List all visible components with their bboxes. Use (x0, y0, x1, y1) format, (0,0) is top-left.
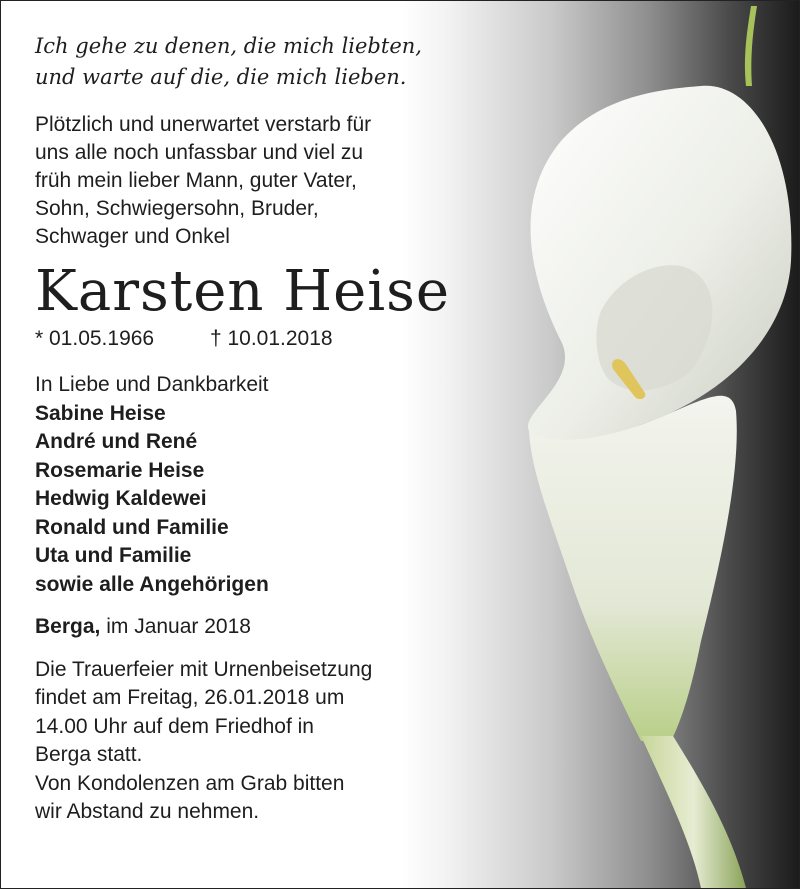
notice-line: Die Trauerfeier mit Urnenbeisetzung (35, 657, 373, 681)
quote (35, 31, 495, 93)
quote-line-1: Ich gehe zu denen, die mich liebten, (35, 34, 422, 58)
mourner-name: Uta und Familie (35, 544, 192, 567)
deceased-name: Karsten Heise (35, 259, 451, 324)
intro-line: uns alle noch unfassbar und viel zu (35, 141, 364, 164)
mourners-heading: In Liebe und Dankbarkeit (35, 373, 269, 396)
intro-line: Plötzlich und unerwartet verstarb für (35, 113, 372, 136)
flower-body (529, 396, 737, 741)
birth-date: * 01.05.1966 (35, 327, 155, 350)
funeral-notice (35, 656, 495, 827)
mourners-block (35, 371, 495, 599)
mourner-name: Hedwig Kaldewei (35, 487, 207, 510)
place-town: Berga, (35, 615, 101, 638)
notice-line: 14.00 Uhr auf dem Friedhof in (35, 714, 314, 738)
text-column (35, 31, 495, 827)
flower-petal (528, 86, 791, 442)
place-date (35, 613, 495, 642)
notice-line: wir Abstand zu nehmen. (35, 800, 260, 823)
notice-line: Von Kondolenzen am Grab bitten (35, 771, 345, 795)
mourner-name: Ronald und Familie (35, 515, 229, 539)
intro-line: Schwager und Onkel (35, 225, 230, 248)
intro-text (35, 111, 495, 251)
life-dates (35, 325, 495, 353)
mourner-name: Rosemarie Heise (35, 458, 205, 482)
intro-line: Sohn, Schwiegersohn, Bruder, (35, 197, 319, 220)
flower-stem-bottom (641, 736, 746, 888)
mourner-name: Sabine Heise (35, 401, 166, 425)
intro-line: früh mein lieber Mann, guter Vater, (35, 169, 357, 192)
place-month: im Januar 2018 (106, 615, 251, 638)
notice-line: Berga statt. (35, 743, 143, 766)
death-date: † 10.01.2018 (209, 327, 333, 350)
flower-stem-top (745, 6, 757, 86)
mourner-name: André und René (35, 430, 198, 453)
mourner-name: sowie alle Angehörigen (35, 572, 269, 596)
notice-line: findet am Freitag, 26.01.2018 um (35, 686, 345, 709)
quote-line-2: und warte auf die, die mich lieben. (35, 65, 407, 89)
